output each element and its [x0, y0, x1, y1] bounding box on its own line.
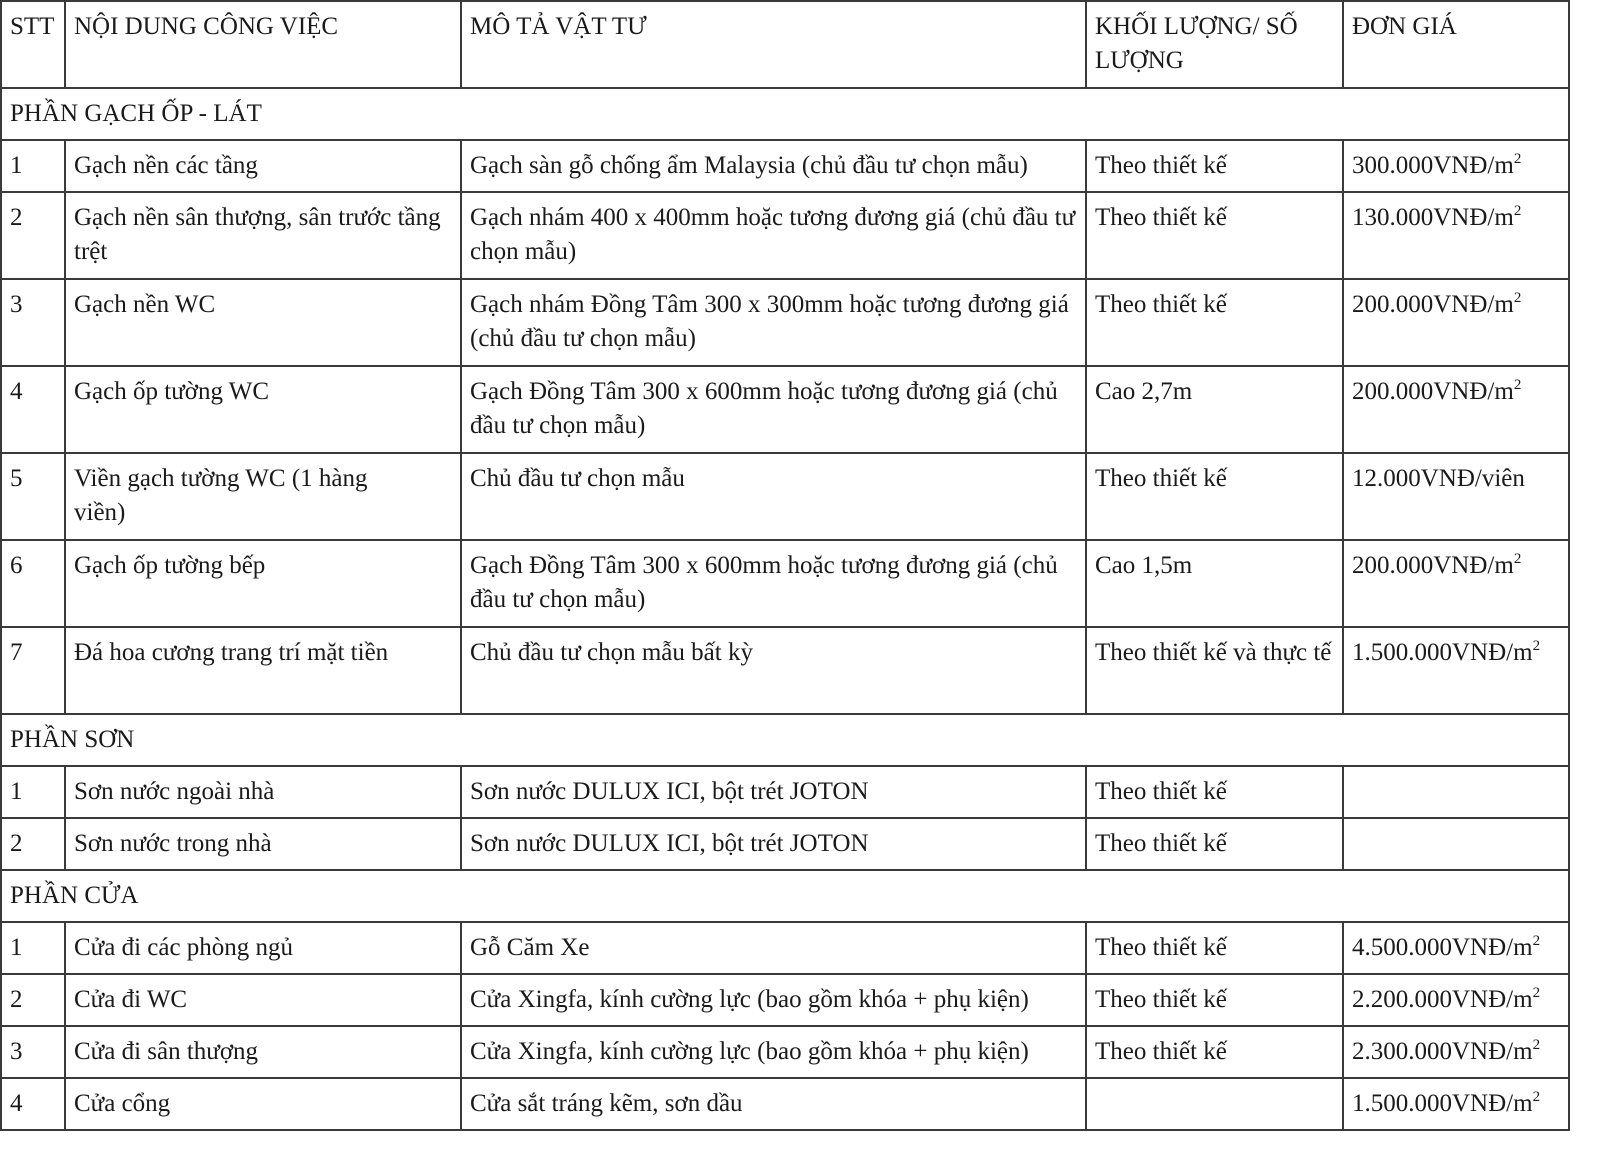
- cell-task: Gạch ốp tường WC: [65, 366, 461, 453]
- cell-description: Sơn nước DULUX ICI, bột trét JOTON: [461, 766, 1086, 818]
- cell-unit-price: [1343, 279, 1569, 366]
- cell-stt: 5: [1, 453, 65, 540]
- table-row: [1, 766, 1569, 818]
- table-row: [1, 140, 1569, 192]
- cell-quantity: Theo thiết kế: [1086, 922, 1343, 974]
- price-value: 200.000VNĐ/m: [1352, 552, 1514, 579]
- table-header-row: [1, 1, 1569, 88]
- cell-stt: 4: [1, 1078, 65, 1130]
- price-superscript: 2: [1513, 151, 1522, 167]
- price-value: 2.300.000VNĐ/m: [1352, 1038, 1533, 1065]
- header-stt: STT: [1, 1, 65, 88]
- cell-description: Cửa Xingfa, kính cường lực (bao gồm khóa + phụ kiện): [461, 974, 1086, 1026]
- section-header-doors: [1, 870, 1569, 922]
- price-superscript: 2: [1513, 290, 1522, 306]
- table-row: [1, 453, 1569, 540]
- cell-unit-price: [1343, 974, 1569, 1026]
- table-row: [1, 192, 1569, 279]
- section-title: PHẦN CỬA: [1, 870, 1569, 922]
- cell-unit-price: [1343, 818, 1569, 870]
- price-superscript: 2: [1513, 203, 1522, 219]
- cell-unit-price: [1343, 922, 1569, 974]
- cell-task: Cửa đi các phòng ngủ: [65, 922, 461, 974]
- table-row: [1, 279, 1569, 366]
- cell-stt: 6: [1, 540, 65, 627]
- header-task: NỘI DUNG CÔNG VIỆC: [65, 1, 461, 88]
- table-row: [1, 974, 1569, 1026]
- price-value: 4.500.000VNĐ/m: [1352, 934, 1533, 961]
- section-title: PHẦN GẠCH ỐP - LÁT: [1, 88, 1569, 140]
- price-superscript: 2: [1513, 377, 1522, 393]
- cell-description: Chủ đầu tư chọn mẫu bất kỳ: [461, 627, 1086, 714]
- cell-stt: 3: [1, 1026, 65, 1078]
- price-value: 2.200.000VNĐ/m: [1352, 986, 1533, 1013]
- cell-task: Sơn nước ngoài nhà: [65, 766, 461, 818]
- header-description: MÔ TẢ VẬT TƯ: [461, 1, 1086, 88]
- cell-task: Gạch nền WC: [65, 279, 461, 366]
- cell-unit-price: [1343, 1026, 1569, 1078]
- cell-task: Gạch ốp tường bếp: [65, 540, 461, 627]
- cell-unit-price: [1343, 540, 1569, 627]
- cell-unit-price: [1343, 192, 1569, 279]
- header-quantity: KHỐI LƯỢNG/ SỐ LƯỢNG: [1086, 1, 1343, 88]
- cell-task: Gạch nền sân thượng, sân trước tầng trệt: [65, 192, 461, 279]
- cell-stt: 2: [1, 818, 65, 870]
- cell-quantity: Theo thiết kế: [1086, 140, 1343, 192]
- cell-quantity: Theo thiết kế: [1086, 192, 1343, 279]
- cell-quantity: Theo thiết kế: [1086, 453, 1343, 540]
- cell-task: Cửa đi WC: [65, 974, 461, 1026]
- cell-unit-price: [1343, 140, 1569, 192]
- cell-description: Chủ đầu tư chọn mẫu: [461, 453, 1086, 540]
- cell-description: Gạch nhám Đồng Tâm 300 x 300mm hoặc tương đương giá (chủ đầu tư chọn mẫu): [461, 279, 1086, 366]
- cell-description: Gạch Đồng Tâm 300 x 600mm hoặc tương đương giá (chủ đầu tư chọn mẫu): [461, 540, 1086, 627]
- table-row: [1, 627, 1569, 714]
- table-row: [1, 922, 1569, 974]
- cell-description: Gạch sàn gỗ chống ẩm Malaysia (chủ đầu tư chọn mẫu): [461, 140, 1086, 192]
- cell-description: Gỗ Căm Xe: [461, 922, 1086, 974]
- cell-task: Viền gạch tường WC (1 hàng viền): [65, 453, 461, 540]
- cell-unit-price: [1343, 453, 1569, 540]
- cell-task: Cửa đi sân thượng: [65, 1026, 461, 1078]
- table-row: [1, 1078, 1569, 1130]
- price-value: 200.000VNĐ/m: [1352, 291, 1514, 318]
- cell-stt: 1: [1, 766, 65, 818]
- cell-stt: 1: [1, 140, 65, 192]
- price-superscript: 2: [1532, 933, 1541, 949]
- table-row: [1, 366, 1569, 453]
- header-unit-price: ĐƠN GIÁ: [1343, 1, 1569, 88]
- price-superscript: 2: [1532, 1089, 1541, 1105]
- price-superscript: 2: [1532, 638, 1541, 654]
- section-title: PHẦN SƠN: [1, 714, 1569, 766]
- cell-description: Gạch nhám 400 x 400mm hoặc tương đương giá (chủ đầu tư chọn mẫu): [461, 192, 1086, 279]
- cell-quantity: Theo thiết kế và thực tế: [1086, 627, 1343, 714]
- cell-stt: 2: [1, 974, 65, 1026]
- cell-stt: 1: [1, 922, 65, 974]
- price-superscript: 2: [1532, 1037, 1541, 1053]
- cell-quantity: Theo thiết kế: [1086, 974, 1343, 1026]
- cell-quantity: Theo thiết kế: [1086, 1026, 1343, 1078]
- cell-unit-price: [1343, 627, 1569, 714]
- cell-unit-price: [1343, 366, 1569, 453]
- cell-unit-price: [1343, 1078, 1569, 1130]
- cell-unit-price: [1343, 766, 1569, 818]
- cell-quantity: Cao 1,5m: [1086, 540, 1343, 627]
- cell-description: Cửa Xingfa, kính cường lực (bao gồm khóa + phụ kiện): [461, 1026, 1086, 1078]
- section-header-painting: [1, 714, 1569, 766]
- section-header-tiling: [1, 88, 1569, 140]
- cell-task: Cửa cổng: [65, 1078, 461, 1130]
- price-value: 1.500.000VNĐ/m: [1352, 639, 1533, 666]
- cell-task: Sơn nước trong nhà: [65, 818, 461, 870]
- price-value: 1.500.000VNĐ/m: [1352, 1090, 1533, 1117]
- cell-task: Gạch nền các tầng: [65, 140, 461, 192]
- cell-quantity: Theo thiết kế: [1086, 818, 1343, 870]
- cell-stt: 4: [1, 366, 65, 453]
- cell-quantity: Cao 2,7m: [1086, 366, 1343, 453]
- cell-quantity: Theo thiết kế: [1086, 279, 1343, 366]
- cell-quantity: Theo thiết kế: [1086, 766, 1343, 818]
- price-value: 200.000VNĐ/m: [1352, 378, 1514, 405]
- cell-stt: 7: [1, 627, 65, 714]
- table-row: [1, 1026, 1569, 1078]
- cell-description: Gạch Đồng Tâm 300 x 600mm hoặc tương đương giá (chủ đầu tư chọn mẫu): [461, 366, 1086, 453]
- price-superscript: 2: [1513, 551, 1522, 567]
- table-row: [1, 818, 1569, 870]
- cell-quantity: [1086, 1078, 1343, 1130]
- price-superscript: 2: [1532, 985, 1541, 1001]
- table-row: [1, 540, 1569, 627]
- cell-description: Cửa sắt tráng kẽm, sơn dầu: [461, 1078, 1086, 1130]
- cell-task: Đá hoa cương trang trí mặt tiền: [65, 627, 461, 714]
- cell-stt: 2: [1, 192, 65, 279]
- price-value: 12.000VNĐ/viên: [1352, 465, 1525, 492]
- price-value: 130.000VNĐ/m: [1352, 204, 1514, 231]
- cell-description: Sơn nước DULUX ICI, bột trét JOTON: [461, 818, 1086, 870]
- price-value: 300.000VNĐ/m: [1352, 152, 1514, 179]
- cell-stt: 3: [1, 279, 65, 366]
